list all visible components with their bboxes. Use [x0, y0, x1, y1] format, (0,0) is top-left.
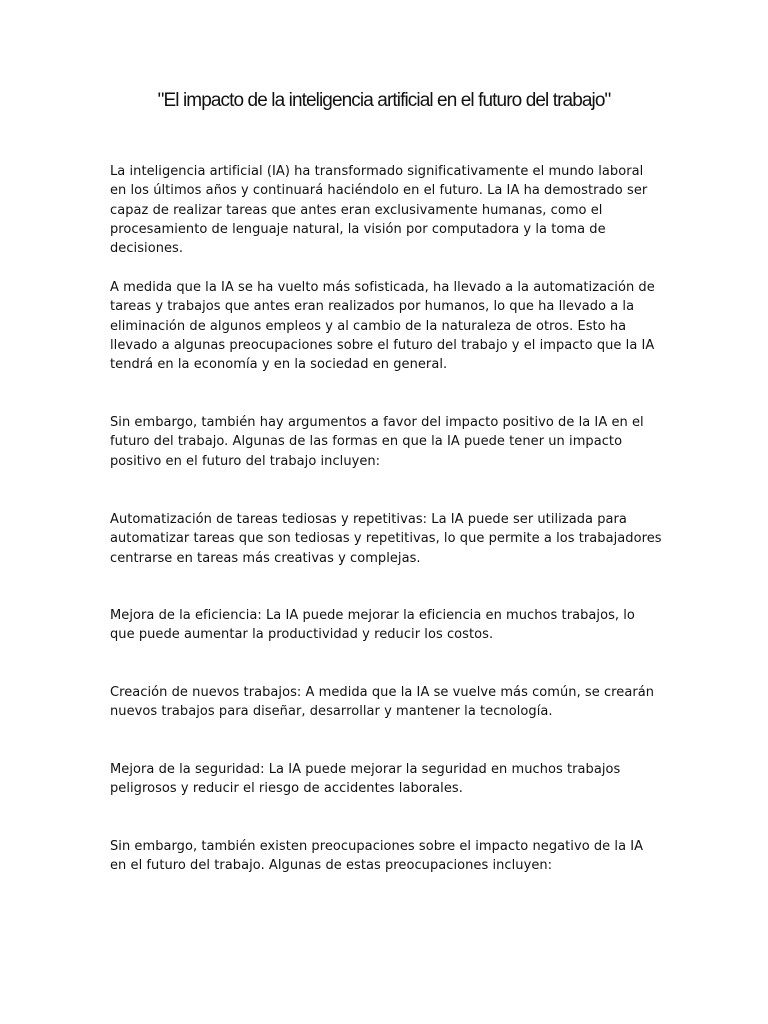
- paragraph-new-jobs: Creación de nuevos trabajos: A medida que la IA se vuelve más común, se crearán nuevos trabajos para diseñar, desarrollar y mantener la tecnología.: [110, 685, 655, 720]
- paragraph-negative-intro: Sin embargo, también existen preocupaciones sobre el impacto negativo de la IA en el futuro del trabajo. Algunas de estas preocupaciones incluyen:: [110, 839, 644, 874]
- paragraph-safety: Mejora de la seguridad: La IA puede mejorar la seguridad en muchos trabajos peligrosos y reducir el riesgo de accidentes laborales.: [110, 762, 621, 797]
- paragraph-efficiency: Mejora de la eficiencia: La IA puede mejorar la eficiencia en muchos trabajos, lo que puede aumentar la productividad y reducir los costos.: [110, 608, 635, 643]
- paragraph-automation: A medida que la IA se ha vuelto más sofisticada, ha llevado a la automatización de tareas y trabajos que antes eran realizados por humanos, lo que ha llevado a la eliminación de algunos empleos y al cambio de la naturaleza de otros. Esto ha llevado a algunas preocupaciones sobre el futuro del trabajo y el impacto que la IA tendrá en la economía y en la sociedad en general.: [110, 280, 655, 373]
- paragraph-tedious-tasks: Automatización de tareas tediosas y repetitivas: La IA puede ser utilizada para automatizar tareas que son tediosas y repetitivas, lo que permite a los trabajadores centrarse en tareas más creativas y complejas.: [110, 512, 662, 566]
- paragraph-positive-intro: Sin embargo, también hay argumentos a favor del impacto positivo de la IA en el futuro del trabajo. Algunas de las formas en que la IA puede tener un impacto positivo en el futuro del trabajo incluyen:: [110, 415, 644, 469]
- document-title: "El impacto de la inteligencia artificial en el futuro del trabajo": [157, 90, 611, 111]
- paragraph-intro: La inteligencia artificial (IA) ha transformado significativamente el mundo laboral en los últimos años y continuará haciéndolo en el futuro. La IA ha demostrado ser capaz de realizar tareas que antes eran exclusivamente humanas, como el procesamiento de lenguaje natural, la visión por computadora y la toma de decisiones.: [110, 164, 648, 257]
